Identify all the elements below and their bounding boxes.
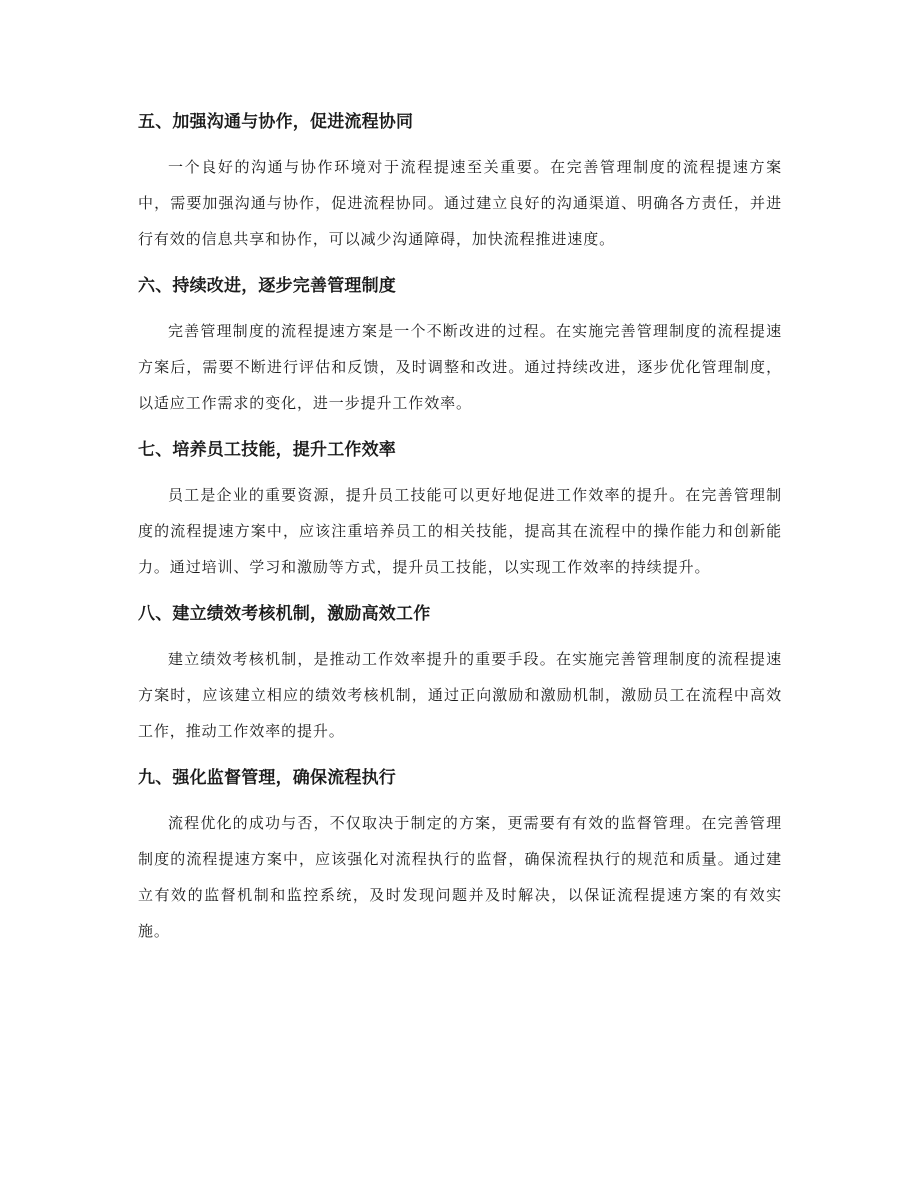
section-6 <box>138 269 782 421</box>
section-paragraph: 完善管理制度的流程提速方案是一个不断改进的过程。在实施完善管理制度的流程提速方案后，需要不断进行评估和反馈，及时调整和改进。通过持续改进，逐步优化管理制度，以适应工作需求的变化，进一步提升工作效率。 <box>138 322 782 412</box>
section-heading: 六、持续改进，逐步完善管理制度 <box>138 276 396 296</box>
section-paragraph: 流程优化的成功与否，不仅取决于制定的方案，更需要有有效的监督管理。在完善管理制度的流程提速方案中，应该强化对流程执行的监督，确保流程执行的规范和质量。通过建立有效的监督机制和监控系统，及时发现问题并及时解决，以保证流程提速方案的有效实施。 <box>138 814 782 940</box>
section-paragraph: 员工是企业的重要资源，提升员工技能可以更好地促进工作效率的提升。在完善管理制度的流程提速方案中，应该注重培养员工的相关技能，提高其在流程中的操作能力和创新能力。通过培训、学习和激励等方式，提升员工技能，以实现工作效率的持续提升。 <box>138 486 782 576</box>
section-heading: 九、强化监督管理，确保流程执行 <box>138 768 396 788</box>
section-9 <box>138 761 782 949</box>
section-paragraph: 一个良好的沟通与协作环境对于流程提速至关重要。在完善管理制度的流程提速方案中，需要加强沟通与协作，促进流程协同。通过建立良好的沟通渠道、明确各方责任，并进行有效的信息共享和协作，可以减少沟通障碍，加快流程推进速度。 <box>138 158 782 248</box>
section-heading: 五、加强沟通与协作，促进流程协同 <box>138 112 414 132</box>
section-7 <box>138 433 782 585</box>
section-heading: 八、建立绩效考核机制，激励高效工作 <box>138 604 431 624</box>
section-5 <box>138 105 782 257</box>
section-8 <box>138 597 782 749</box>
section-paragraph: 建立绩效考核机制，是推动工作效率提升的重要手段。在实施完善管理制度的流程提速方案时，应该建立相应的绩效考核机制，通过正向激励和激励机制，激励员工在流程中高效工作，推动工作效率的提升。 <box>138 650 782 740</box>
section-heading: 七、培养员工技能，提升工作效率 <box>138 440 396 460</box>
